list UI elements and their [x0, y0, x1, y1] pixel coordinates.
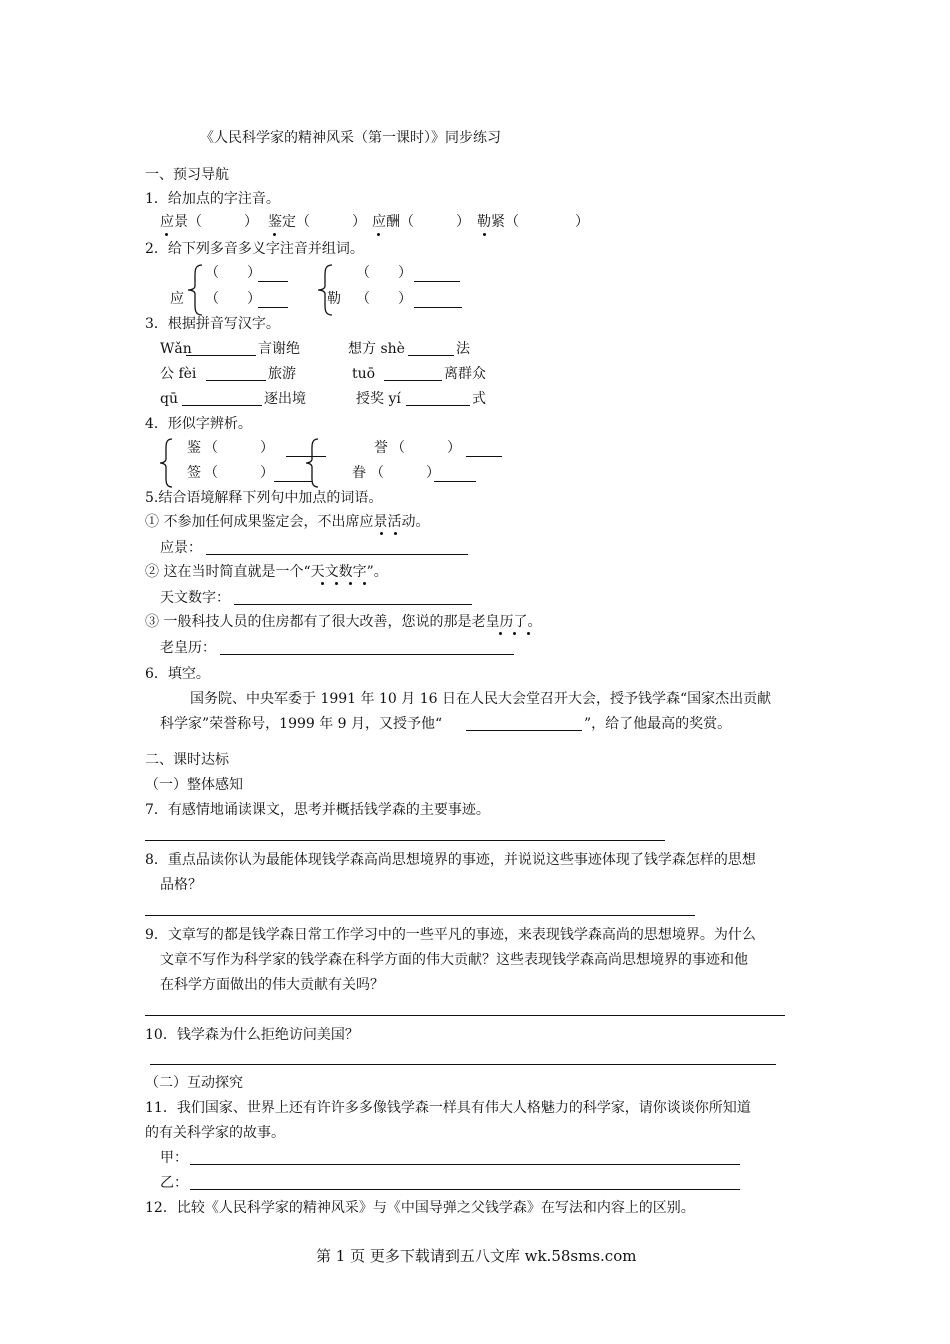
- q8-line-2: 品格？: [160, 877, 202, 893]
- q3-r1a-post: 言谢绝: [258, 341, 300, 357]
- q3-r3a-pre: qū: [160, 391, 178, 407]
- emphasis-dot: [335, 582, 338, 585]
- q4-paren-3: （ ）: [391, 440, 461, 456]
- q3-r3a-post: 逐出境: [264, 391, 306, 407]
- emphasis-dot: [363, 582, 366, 585]
- q5-sentence-1: ① 不参加任何成果鉴定会，不出席应景活动。: [145, 514, 430, 530]
- q3-r2a-post: 旅游: [268, 366, 296, 382]
- q6-line-2-pre: 科学家”荣誉称号，1999 年 9 月，又授予他“: [160, 716, 443, 732]
- answer-line: [414, 281, 460, 282]
- q2-char-le: 勒: [327, 291, 341, 307]
- page-title: 《人民科学家的精神风采（第一课时）》同步练习: [200, 130, 501, 146]
- q6-line-1: 国务院、中央军委于 1991 年 10 月 16 日在人民大会堂召开大会，授予钱学森“国家杰出贡献: [190, 691, 772, 707]
- subsection-2-heading: （二）互动探究: [145, 1075, 243, 1091]
- answer-line: [182, 405, 262, 406]
- q3-r2b-pre: tuō: [352, 366, 376, 382]
- answer-line: [434, 481, 476, 482]
- answer-line: [186, 355, 256, 356]
- answer-line: [384, 380, 442, 381]
- q11-jia-label: 甲：: [160, 1150, 188, 1166]
- q1-item-4: 勒紧（ ）: [477, 214, 589, 230]
- emphasis-dot: [165, 233, 168, 236]
- q9-line-2: 文章不写作为科学家的钱学森在科学方面的伟大贡献？这些表现钱学森高尚思想境界的事迹和他: [160, 952, 748, 968]
- page-footer: 第 1 页 更多下载请到五八文库 wk.58sms.com: [316, 1247, 637, 1265]
- q6-line-2-post: ”，给了他最高的奖赏。: [584, 716, 732, 732]
- q4-char-juan: 眷: [352, 465, 366, 481]
- emphasis-dot: [349, 582, 352, 585]
- emphasis-dot: [377, 233, 380, 236]
- q3-r3b-post: 式: [472, 391, 486, 407]
- q4-label: 4．形似字辨析。: [145, 416, 252, 432]
- q4-char-jian: 鉴: [187, 440, 201, 456]
- answer-line: [466, 456, 502, 457]
- q5-answer-3-label: 老皇历：: [160, 640, 216, 656]
- q1-item-3: 应酬（ ）: [372, 214, 470, 230]
- q3-r1b-post: 法: [456, 341, 470, 357]
- q12-text: 12．比较《人民科学家的精神风采》与《中国导弹之父钱学森》在写法和内容上的区别。: [145, 1200, 695, 1216]
- q1-label: 1．给加点的字注音。: [145, 191, 280, 207]
- q4-paren-4: （ ）: [370, 465, 440, 481]
- q5-sentence-3: ③ 一般科技人员的住房都有了很大改善，您说的那是老皇历了。: [145, 614, 542, 630]
- emphasis-dot: [273, 233, 276, 236]
- q4-char-yu: 誉: [374, 440, 388, 456]
- q3-r2a-pre: 公 fèi: [160, 366, 197, 382]
- q2-b-paren-1: （ ）: [356, 265, 412, 281]
- q4-paren-1: （ ）: [204, 440, 274, 456]
- q3-r1a-pre: Wǎn: [160, 341, 192, 357]
- q3-r2b-post: 离群众: [444, 366, 486, 382]
- answer-line: [145, 840, 665, 841]
- emphasis-dot: [527, 632, 530, 635]
- emphasis-dot: [499, 632, 502, 635]
- answer-line: [206, 380, 266, 381]
- answer-line: [150, 1064, 776, 1065]
- q6-label: 6．填空。: [145, 666, 210, 682]
- answer-line: [414, 307, 462, 308]
- q3-label: 3．根据拼音写汉字。: [145, 316, 280, 332]
- emphasis-dot: [513, 632, 516, 635]
- q5-sentence-2: ② 这在当时简直就是一个“天文数字”。: [145, 564, 388, 580]
- q2-a-paren-1: （ ）: [205, 265, 261, 281]
- answer-line: [234, 604, 472, 605]
- q8-line-1: 8．重点品读你认为最能体现钱学森高尚思想境界的事迹，并说说这些事迹体现了钱学森怎样的思想: [145, 852, 756, 868]
- q3-r3b-pre: 授奖 yí: [356, 391, 401, 407]
- section-1-heading: 一、预习导航: [145, 167, 229, 183]
- left-brace-icon: [186, 264, 204, 316]
- emphasis-dot: [483, 233, 486, 236]
- q5-label: 5.结合语境解释下列句中加点的词语。: [145, 490, 383, 506]
- emphasis-dot: [394, 532, 397, 535]
- emphasis-dot: [321, 582, 324, 585]
- q2-label: 2．给下列多音多义字注音并组词。: [145, 241, 364, 257]
- q1-item-1: 应景（ ）: [160, 214, 258, 230]
- left-brace-icon: [158, 438, 174, 488]
- q7-text: 7．有感情地诵读课文，思考并概括钱学森的主要事迹。: [145, 802, 490, 818]
- answer-line: [206, 554, 468, 555]
- q4-char-qian: 签: [187, 465, 201, 481]
- answer-line: [190, 1164, 740, 1165]
- left-brace-icon: [304, 438, 320, 488]
- q10-text: 10．钱学森为什么拒绝访问美国？: [145, 1027, 359, 1043]
- q4-paren-2: （ ）: [204, 465, 274, 481]
- answer-line: [258, 307, 288, 308]
- q9-line-3: 在科学方面做出的伟大贡献有关吗？: [160, 977, 384, 993]
- answer-line: [145, 1015, 785, 1016]
- emphasis-dot: [380, 532, 383, 535]
- answer-line: [220, 654, 514, 655]
- answer-line: [145, 915, 695, 916]
- answer-line: [258, 281, 288, 282]
- section-2-heading: 二、课时达标: [145, 752, 229, 768]
- answer-line: [466, 730, 582, 731]
- q11-yi-label: 乙：: [160, 1175, 188, 1191]
- subsection-1-heading: （一）整体感知: [145, 777, 243, 793]
- q11-line-2: 的有关科学家的故事。: [145, 1125, 285, 1141]
- answer-line: [406, 405, 470, 406]
- answer-line: [408, 355, 454, 356]
- q3-r1b-pre: 想方 shè: [348, 341, 405, 357]
- q1-item-2: 鉴定（ ）: [268, 214, 366, 230]
- q5-answer-2-label: 天文数字：: [160, 590, 230, 606]
- q2-char-ying: 应: [170, 291, 184, 307]
- q9-line-1: 9．文章写的都是钱学森日常工作学习中的一些平凡的事迹，来表现钱学森高尚的思想境界。为什么: [145, 927, 756, 943]
- q2-b-paren-2: （ ）: [356, 291, 412, 307]
- q11-line-1: 11．我们国家、世界上还有许许多多像钱学森一样具有伟大人格魅力的科学家，请你谈谈你所知道: [145, 1100, 751, 1116]
- q5-answer-1-label: 应景：: [160, 540, 202, 556]
- q2-a-paren-2: （ ）: [205, 291, 261, 307]
- answer-line: [190, 1189, 740, 1190]
